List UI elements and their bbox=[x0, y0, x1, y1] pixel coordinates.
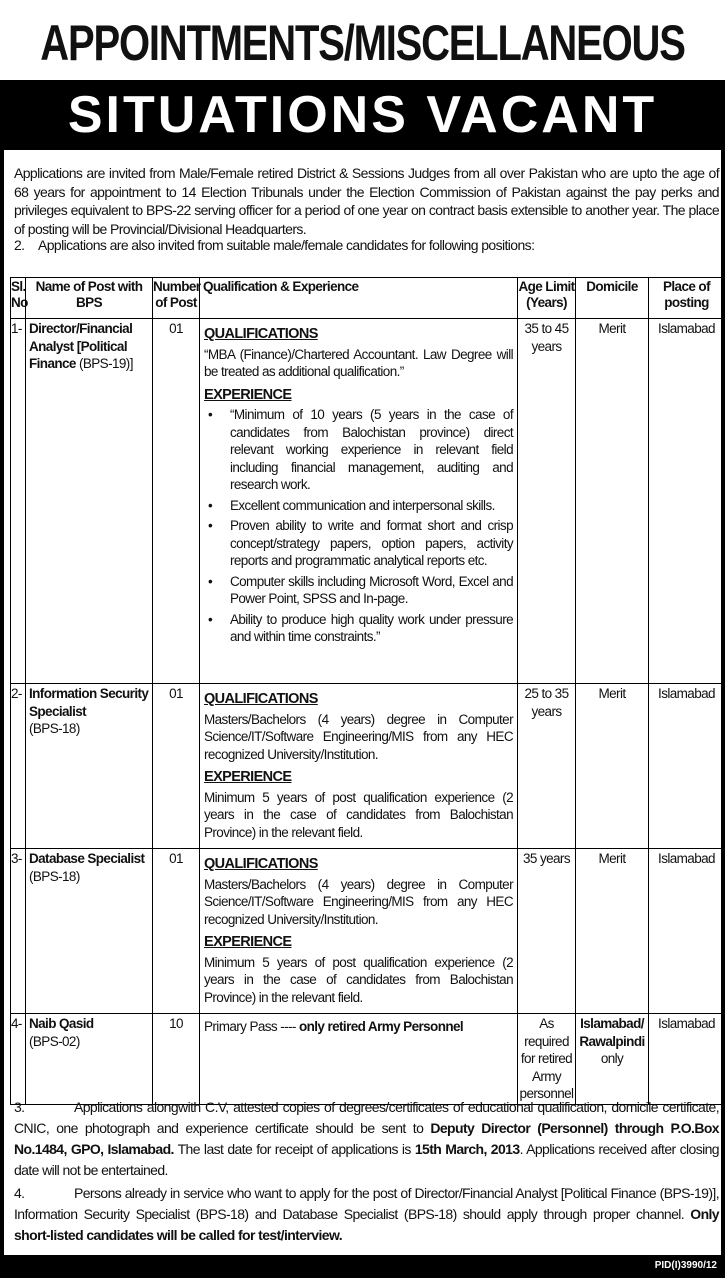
para-text: . Applications received after closing date will not be entertained. bbox=[14, 1141, 719, 1178]
post-name: Information Security Specialist bbox=[29, 686, 149, 719]
post-bps: (BPS-18) bbox=[29, 868, 80, 884]
row-age: 35 to 45 years bbox=[518, 319, 576, 684]
ad-body bbox=[0, 150, 725, 1255]
row-qualification bbox=[200, 319, 518, 684]
row-sl: 1- bbox=[11, 319, 26, 684]
row-post-name bbox=[26, 319, 153, 684]
post-name: Naib Qasid bbox=[29, 1016, 94, 1031]
row-place: Islamabad bbox=[649, 684, 725, 849]
row-sl: 4- bbox=[11, 1014, 26, 1105]
domicile-bold: Islamabad/ Rawalpindi bbox=[579, 1016, 645, 1049]
section-title: APPOINTMENTS/MISCELLANEOUS bbox=[40, 16, 685, 72]
address-bold: Deputy Director (Personnel) through P.O.Box No.1484, GPO, Islamabad. bbox=[14, 1120, 719, 1157]
qualifications-heading: QUALIFICATIONS bbox=[204, 326, 318, 342]
header-sl: Sl. No bbox=[11, 278, 26, 319]
row-post-name bbox=[26, 1014, 153, 1105]
row-number: 10 bbox=[153, 1014, 200, 1105]
row-age: As required for retired Army personnel bbox=[518, 1014, 576, 1105]
paragraph-4 bbox=[14, 1183, 719, 1246]
post-name: Database Specialist bbox=[29, 851, 145, 866]
footer-bar bbox=[0, 1255, 725, 1278]
post-bps: (BPS-18) bbox=[29, 721, 80, 736]
row-number: 01 bbox=[153, 684, 200, 849]
para-text: Persons already in service who want to apply for the post of Director/Financial Analyst [Political Finance (BPS-19)], Information Security Specialist (BPS-18) and Database Specialist (BPS-18) should apply through proper channel. bbox=[14, 1185, 719, 1222]
header-domicile: Domicile bbox=[576, 278, 649, 319]
para-text: The last date for receipt of applications is bbox=[173, 1141, 415, 1157]
row-qualification bbox=[200, 849, 518, 1014]
header-qualification: Qualification & Experience bbox=[200, 278, 518, 319]
experience-heading: EXPERIENCE bbox=[204, 769, 292, 785]
pid-number: PID(I)3990/12 bbox=[654, 1260, 717, 1271]
post-name: Director/Financial Analyst [Political Finance bbox=[29, 321, 133, 371]
row-place: Islamabad bbox=[649, 319, 725, 684]
qualifications-heading: QUALIFICATIONS bbox=[204, 691, 318, 707]
table-row bbox=[11, 319, 725, 684]
paragraph-1: Applications are invited from Male/Female retired District & Sessions Judges from all over Pakistan who are upto the age of 68 years for appointment to 14 Election Tribunals under the Election Commission of Pakistan against the pay perks and privileges equivalent to BPS-22 serving officer for a period of one year on contract basis extensible to another year. The place of posting will be Provincial/Divisional Headquarters. bbox=[14, 165, 719, 237]
qualifications-text: Masters/Bachelors (4 years) degree in Computer Science/IT/Software Engineering/MIS from any HEC recognized University/Institution. bbox=[204, 711, 513, 762]
para-number: 2. bbox=[14, 237, 25, 253]
list-item: • “Minimum of 10 years (5 years in the case of candidates from Balochistan province) direct relevant working experience in relevant field including financial management, auditing and research work. bbox=[204, 406, 513, 494]
paragraph-3 bbox=[14, 1097, 719, 1181]
experience-heading: EXPERIENCE bbox=[204, 934, 292, 950]
header-name: Name of Post with BPS bbox=[26, 278, 153, 319]
table-row bbox=[11, 1014, 725, 1105]
experience-heading: EXPERIENCE bbox=[204, 386, 292, 403]
header-place: Place of posting bbox=[649, 278, 725, 319]
qualifications-text: “MBA (Finance)/Chartered Accountant. Law Degree will be treated as additional qualification.” bbox=[204, 346, 513, 379]
table-header-row bbox=[11, 278, 725, 319]
row-age: 35 years bbox=[518, 849, 576, 1014]
list-item: • Computer skills including Microsoft Word, Excel and Power Point, SPSS and In-page. bbox=[204, 573, 513, 608]
row-sl: 3- bbox=[11, 849, 26, 1014]
row-domicile: Merit bbox=[576, 319, 649, 684]
post-bps: (BPS-19)] bbox=[75, 356, 133, 371]
row-age: 25 to 35 years bbox=[518, 684, 576, 849]
header-number: Number of Post bbox=[153, 278, 200, 319]
row-qualification bbox=[200, 684, 518, 849]
shortlist-note: Only short-listed candidates will be called for test/interview. bbox=[14, 1206, 719, 1243]
situations-vacant-banner: SITUATIONS VACANT bbox=[0, 80, 725, 150]
row-number: 01 bbox=[153, 849, 200, 1014]
para-number: 4. bbox=[14, 1185, 25, 1201]
qualifications-text: Masters/Bachelors (4 years) degree in Computer Science/IT/Software Engineering/MIS from any HEC recognized University/Institution. bbox=[204, 876, 513, 927]
table-row bbox=[11, 684, 725, 849]
row-sl: 2- bbox=[11, 684, 26, 849]
last-date: 15th March, 2013 bbox=[414, 1141, 520, 1157]
list-item: • Proven ability to write and format short and crisp concept/strategy papers, option papers, activity reports and programmatic analytical reports etc. bbox=[204, 517, 513, 570]
row-qualification bbox=[200, 1014, 518, 1105]
qualification-plain: Primary Pass ---- bbox=[204, 1019, 299, 1034]
table-row bbox=[11, 849, 725, 1014]
domicile-rest: only bbox=[600, 1051, 624, 1066]
positions-table bbox=[10, 277, 725, 1105]
experience-text: Minimum 5 years of post qualification experience (2 years in the case of candidates from Balochistan Province) in the relevant field. bbox=[204, 789, 513, 840]
list-item: • Excellent communication and interpersonal skills. bbox=[204, 497, 513, 515]
row-domicile: Merit bbox=[576, 684, 649, 849]
post-bps: (BPS-02) bbox=[29, 1033, 80, 1049]
para-number: 3. bbox=[14, 1099, 25, 1115]
paragraph-2 bbox=[14, 236, 719, 255]
para-text: Applications are also invited from suitable male/female candidates for following positions: bbox=[38, 237, 535, 253]
header-age: Age Limit (Years) bbox=[518, 278, 576, 319]
qualification-bold: only retired Army Personnel bbox=[298, 1019, 464, 1034]
row-domicile: Merit bbox=[576, 849, 649, 1014]
row-post-name bbox=[26, 849, 153, 1014]
row-place: Islamabad bbox=[649, 1014, 725, 1105]
para-text: Applications alongwith C.V, attested copies of degrees/certificates of educational qualification, domicile certificate, CNIC, one photograph and experience certificate should be sent to bbox=[14, 1099, 719, 1136]
row-number: 01 bbox=[153, 319, 200, 684]
row-domicile bbox=[576, 1014, 649, 1105]
row-post-name bbox=[26, 684, 153, 849]
experience-text: Minimum 5 years of post qualification experience (2 years in the case of candidates from Balochistan Province) in the relevant field. bbox=[204, 954, 513, 1005]
row-place: Islamabad bbox=[649, 849, 725, 1014]
experience-list bbox=[204, 406, 513, 646]
list-item: • Ability to produce high quality work under pressure and within time constraints.” bbox=[204, 611, 513, 646]
qualifications-heading: QUALIFICATIONS bbox=[204, 856, 318, 872]
